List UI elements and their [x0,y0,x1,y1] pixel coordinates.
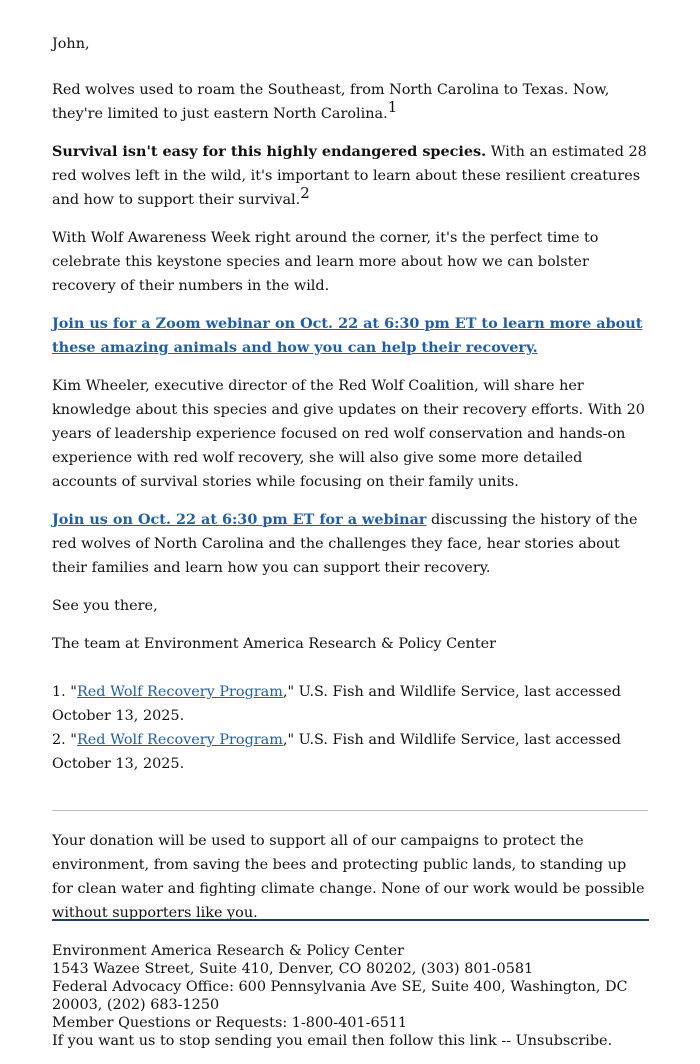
footnote-rest: ," U.S. Fish and Wildlife Service, last accessed October 13, 2025. [52,732,621,772]
cta-paragraph [52,312,648,360]
footer-federal-office: Federal Advocacy Office: 600 Pennsylvania Ave SE, Suite 400, Washington, DC 20003, (202) 683-1250 [52,979,628,1013]
footnote-rest: ," U.S. Fish and Wildlife Service, last accessed October 13, 2025. [52,684,621,724]
footer-unsubscribe-line [52,1032,648,1050]
team-signature: The team at Environment America Research & Policy Center [52,636,497,652]
unsubscribe-link[interactable]: Unsubscribe. [515,1033,613,1049]
donation-note: Your donation will be used to support all of our campaigns to protect the environment, from saving the bees and protecting public lands, to standing up for clean water and fighting climate change. None of our work would be possible without supporters like you. [52,833,645,921]
webinar-link[interactable]: Join us on Oct. 22 at 6:30 pm ET for a webinar [52,511,427,528]
survival-bold-text: Survival isn't easy for this highly endangered species. [52,143,487,160]
unsubscribe-text: If you want us to stop sending you email then follow this link -- [52,1033,516,1049]
footnote-link-2[interactable]: Red Wolf Recovery Program [76,732,283,748]
zoom-webinar-link[interactable]: Join us for a Zoom webinar on Oct. 22 at 6:30 pm ET to learn more about these amazing animals and how you can help their recovery. [52,315,643,356]
footnote-1 [52,680,648,728]
footnote-link-1[interactable]: Red Wolf Recovery Program [76,684,283,700]
paragraph-kim-wheeler: Kim Wheeler, executive director of the Red Wolf Coalition, will share her knowledge about this species and give updates on their recovery efforts. With 20 years of leadership experience focused on red wolf conservation and hands-on experience with red wolf recovery, she will also give some more detailed accounts of survival stories while focusing on their family units. [52,378,645,490]
divider-light [52,810,648,811]
paragraph-awareness-week: With Wolf Awareness Week right around the corner, it's the perfect time to celebrate this keystone species and learn more about how we can bolster recovery of their numbers in the wild. [52,230,599,294]
footer-address: 1543 Wazee Street, Suite 410, Denver, CO 80202, (303) 801-0581 [52,961,534,977]
paragraph-range-text: Red wolves used to roam the Southeast, from North Carolina to Texas. Now, they're limited to just eastern North Carolina. [52,82,610,122]
divider-dark [52,919,649,921]
footnote-number: 2. " [52,732,77,748]
footer-member-questions: Member Questions or Requests: 1-800-401-6511 [52,1015,408,1031]
paragraph-webinar [52,508,648,580]
footnotes [52,680,648,776]
email-content [52,32,648,792]
greeting: John, [52,36,90,52]
footnote-ref-1: 1 [387,98,398,116]
paragraph-range [52,78,648,126]
webinar-text: discussing the history of the red wolves of North Carolina and the challenges they face, hear stories about their families and learn how you can support their recovery. [52,512,638,576]
signoff: See you there, [52,598,158,614]
footer-org-name: Environment America Research & Policy Center [52,943,405,959]
survival-text: With an estimated 28 red wolves left in the wild, it's important to learn about these resilient creatures and how to support their survival. [52,144,647,208]
footer [52,942,648,1050]
footnote-ref-2: 2 [300,184,310,202]
footnote-2 [52,728,648,776]
footnote-number: 1. " [52,684,77,700]
paragraph-survival [52,140,648,212]
